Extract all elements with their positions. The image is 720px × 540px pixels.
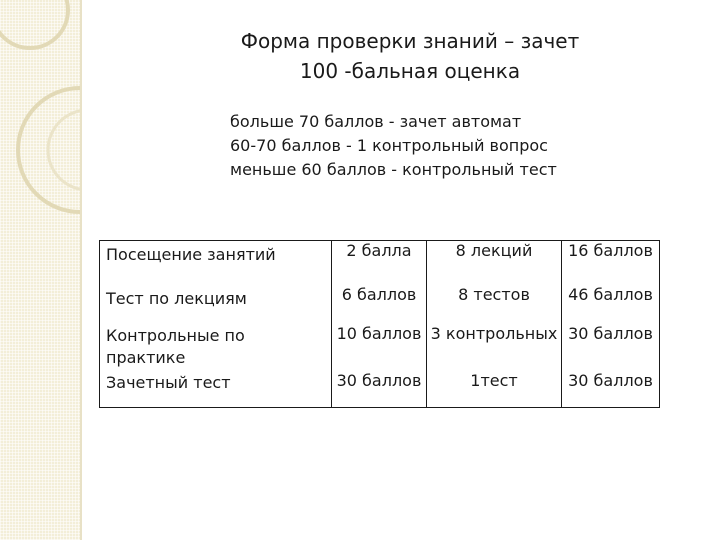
table-row bbox=[100, 241, 660, 286]
scores-table bbox=[99, 240, 660, 408]
activity-cell: Тест по лекциям bbox=[100, 285, 332, 323]
rule-line: больше 70 баллов - зачет автомат bbox=[230, 112, 522, 131]
count-cell: 1тест bbox=[427, 371, 562, 408]
points-cell: 6 баллов bbox=[332, 285, 427, 323]
total-cell: 30 баллов bbox=[562, 371, 660, 408]
points-cell: 30 баллов bbox=[332, 371, 427, 408]
count-cell: 3 контрольных bbox=[427, 323, 562, 371]
total-cell: 16 баллов bbox=[562, 241, 660, 286]
decorative-circles-graphic bbox=[0, 0, 80, 540]
page-subtitle: 100 -бальная оценка bbox=[299, 59, 521, 83]
count-cell: 8 тестов bbox=[427, 285, 562, 323]
decorative-side-panel bbox=[0, 0, 80, 540]
count-cell: 8 лекций bbox=[427, 241, 562, 286]
rule-line: меньше 60 баллов - контрольный тест bbox=[230, 160, 557, 179]
side-divider bbox=[80, 0, 82, 540]
activity-cell: Посещение занятий bbox=[100, 241, 332, 286]
activity-cell: Контрольные по практике bbox=[100, 323, 332, 371]
points-cell: 2 балла bbox=[332, 241, 427, 286]
points-cell: 10 баллов bbox=[332, 323, 427, 371]
total-cell: 30 баллов bbox=[562, 323, 660, 371]
table-row bbox=[100, 285, 660, 323]
total-cell: 46 баллов bbox=[562, 285, 660, 323]
rule-line: 60-70 баллов - 1 контрольный вопрос bbox=[230, 136, 548, 155]
page-title: Форма проверки знаний – зачет bbox=[240, 29, 580, 53]
table-row bbox=[100, 323, 660, 371]
table-row bbox=[100, 371, 660, 408]
grading-rules bbox=[230, 110, 670, 182]
activity-cell: Зачетный тест bbox=[100, 371, 332, 408]
